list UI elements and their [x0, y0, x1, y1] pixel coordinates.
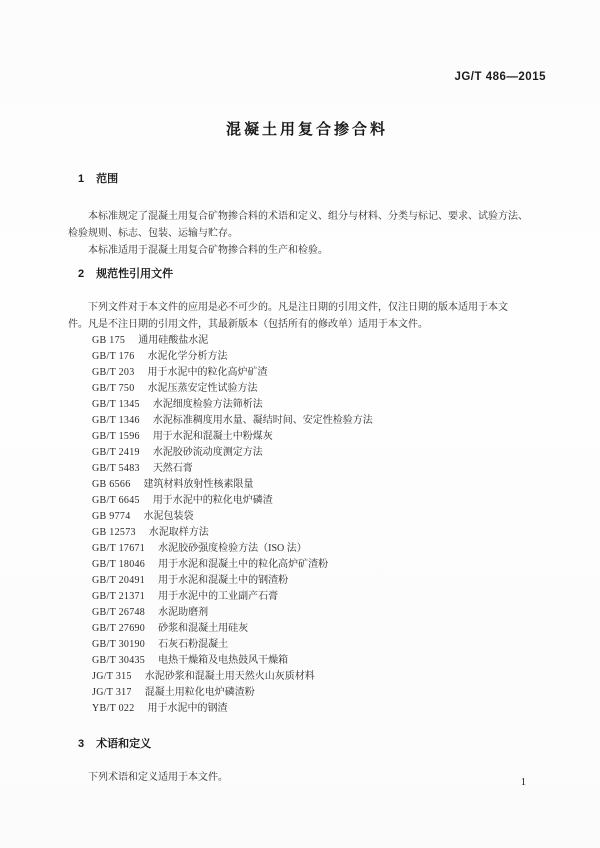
- reference-code: GB/T 26748: [92, 607, 146, 618]
- reference-title: 水泥胶砂流动度测定方法: [152, 447, 263, 458]
- reference-item: [92, 509, 546, 525]
- section-1-number: 1: [78, 173, 85, 185]
- section-2-heading: [68, 267, 546, 281]
- section-2-title: 规范性引用文件: [96, 268, 174, 280]
- reference-title: 水泥标准稠度用水量、凝结时间、安定性检验方法: [152, 415, 373, 426]
- reference-code: GB 6566: [92, 479, 131, 490]
- reference-title: 用于水泥中的粒化电炉磷渣: [152, 495, 273, 506]
- reference-item: [92, 493, 546, 509]
- reference-code: GB/T 18046: [92, 559, 146, 570]
- reference-item: [92, 365, 546, 381]
- section-3-title: 术语和定义: [96, 738, 152, 750]
- reference-item: [92, 445, 546, 461]
- reference-code: GB/T 1596: [92, 431, 140, 442]
- reference-code: GB 175: [92, 335, 126, 346]
- reference-item: [92, 669, 546, 685]
- reference-title: 石灰石粉混凝土: [158, 639, 229, 650]
- reference-title: 水泥砂浆和混凝土用天然火山灰质材料: [144, 671, 315, 682]
- reference-code: GB/T 1345: [92, 399, 140, 410]
- section-3-heading: [68, 737, 546, 751]
- references-intro-line: 件。凡是不注日期的引用文件，其最新版本（包括所有的修改单）适用于本文件。: [68, 319, 428, 330]
- terms-text-line: 下列术语和定义适用于本文件。: [68, 772, 228, 783]
- reference-item: [92, 525, 546, 541]
- reference-code: GB/T 1346: [92, 415, 140, 426]
- document-title: 混凝土用复合掺合料: [225, 121, 388, 138]
- reference-title: 建筑材料放射性核素限量: [143, 479, 254, 490]
- reference-item: [92, 429, 546, 445]
- reference-item: [92, 349, 546, 365]
- page-number: 1: [520, 777, 526, 788]
- section-3-number: 3: [78, 738, 85, 750]
- reference-code: GB/T 203: [92, 367, 135, 378]
- reference-item: [92, 589, 546, 605]
- reference-code: GB/T 30190: [92, 639, 146, 650]
- standard-code: JG/T 486—2015: [454, 71, 546, 83]
- reference-item: [92, 397, 546, 413]
- reference-title: 用于水泥中的粒化高炉矿渣: [147, 367, 268, 378]
- reference-title: 水泥取样方法: [148, 527, 209, 538]
- reference-title: 水泥压蒸安定性试验方法: [147, 383, 258, 394]
- reference-code: GB 9774: [92, 511, 131, 522]
- reference-title: 水泥细度检验方法筛析法: [152, 399, 263, 410]
- reference-title: 用于水泥和混凝土中的钢渣粉: [158, 575, 289, 586]
- references-intro-line: 下列文件对于本文件的应用是必不可少的。凡是注日期的引用文件，仅注日期的版本适用于本文: [68, 302, 508, 313]
- reference-code: GB/T 5483: [92, 463, 140, 474]
- reference-code: GB/T 27690: [92, 623, 146, 634]
- reference-title: 通用硅酸盐水泥: [138, 335, 209, 346]
- reference-code: GB/T 21371: [92, 591, 146, 602]
- reference-item: [92, 701, 546, 717]
- reference-title: 砂浆和混凝土用硅灰: [158, 623, 249, 634]
- reference-title: 电热干燥箱及电热鼓风干燥箱: [158, 655, 289, 666]
- reference-code: GB/T 20491: [92, 575, 146, 586]
- reference-title: 用于水泥和混凝土中的粒化高炉矿渣粉: [158, 559, 329, 570]
- reference-code: YB/T 022: [92, 703, 135, 714]
- scope-paragraphs: [68, 208, 546, 259]
- reference-item: [92, 541, 546, 557]
- reference-title: 水泥助磨剂: [158, 607, 209, 618]
- reference-code: GB/T 750: [92, 383, 135, 394]
- section-2-number: 2: [78, 268, 85, 280]
- scope-text-line: 本标准规定了混凝土用复合矿物掺合料的术语和定义、组分与材料、分类与标记、要求、试验方法、: [68, 211, 528, 222]
- reference-item: [92, 685, 546, 701]
- reference-item: [92, 461, 546, 477]
- reference-item: [92, 605, 546, 621]
- reference-item: [92, 477, 546, 493]
- reference-title: 水泥胶砂强度检验方法（ISO 法）: [158, 543, 307, 554]
- reference-title: 水泥包装袋: [143, 511, 194, 522]
- reference-title: 天然石膏: [152, 463, 193, 474]
- reference-item: [92, 653, 546, 669]
- reference-item: [92, 637, 546, 653]
- reference-code: GB/T 30435: [92, 655, 146, 666]
- reference-code: GB/T 17671: [92, 543, 146, 554]
- reference-title: 用于水泥中的工业副产石膏: [158, 591, 279, 602]
- reference-item: [92, 557, 546, 573]
- reference-item: [92, 381, 546, 397]
- reference-code: JG/T 315: [92, 671, 132, 682]
- reference-code: GB/T 176: [92, 351, 135, 362]
- section-1-heading: [68, 172, 546, 186]
- reference-item: [92, 573, 546, 589]
- reference-code: GB 12573: [92, 527, 136, 538]
- reference-title: 混凝土用粒化电炉磷渣粉: [144, 687, 255, 698]
- terms-paragraphs: [68, 769, 546, 786]
- scope-text-line: 本标准适用于混凝土用复合矿物掺合料的生产和检验。: [68, 245, 328, 256]
- reference-item: [92, 333, 546, 349]
- reference-code: JG/T 317: [92, 687, 132, 698]
- reference-item: [92, 621, 546, 637]
- references-list: [68, 333, 546, 717]
- reference-title: 用于水泥和混凝土中粉煤灰: [152, 431, 273, 442]
- reference-title: 水泥化学分析方法: [147, 351, 228, 362]
- reference-title: 用于水泥中的钢渣: [147, 703, 228, 714]
- section-1-title: 范围: [96, 173, 119, 185]
- reference-code: GB/T 2419: [92, 447, 140, 458]
- scope-text-line: 检验规则、标志、包装、运输与贮存。: [68, 228, 238, 239]
- reference-code: GB/T 6645: [92, 495, 140, 506]
- reference-item: [92, 413, 546, 429]
- references-intro: [68, 299, 546, 333]
